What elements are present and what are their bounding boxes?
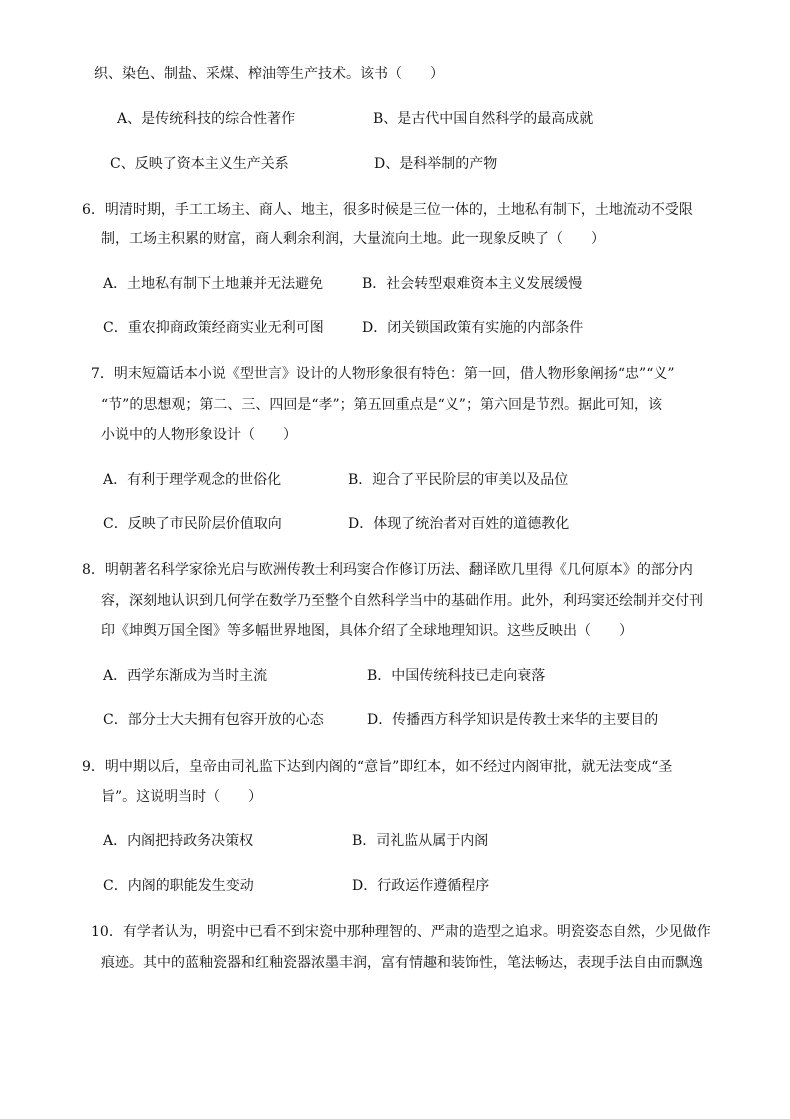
q6-option-c: C．重农抑商政策经商实业无利可图 <box>103 320 324 336</box>
q6-option-d: D．闭关锁国政策有实施的内部条件 <box>362 320 584 336</box>
q8-option-b: B．中国传统科技已走向衰落 <box>367 668 546 684</box>
q9-option-d: D．行政运作遵循程序 <box>352 878 490 894</box>
q5-option-b: B、是古代中国自然科学的最高成就 <box>373 111 594 127</box>
q10-stem-line-1: 10．有学者认为，明瓷中已看不到宋瓷中那种理智的、严肃的造型之追求。明瓷姿态自然，少见做作 <box>91 924 711 940</box>
q7-option-c: C．反映了市民阶层价值取向 <box>103 516 282 532</box>
q5-stem-continuation: 织、染色、制盐、采煤、榨油等生产技术。该书（ ） <box>94 66 444 82</box>
q9-stem-line-2: 旨”。这说明当时（ ） <box>101 789 263 805</box>
q8-stem-line-1: 8．明朝著名科学家徐光启与欧洲传教士利玛窦合作修订历法、翻译欧几里得《几何原本》的部分内 <box>82 562 693 578</box>
q5-option-d: D、是科举制的产物 <box>374 156 498 172</box>
q7-stem-line-2: “节”的思想观；第二、三、四回是“孝”；第五回重点是“义”；第六回是节烈。据此可知，该 <box>101 397 662 413</box>
q8-option-d: D．传播西方科学知识是传教士来华的主要目的 <box>367 712 659 728</box>
q5-option-a: A、是传统科技的综合性著作 <box>117 111 296 127</box>
q7-option-a: A．有利于理学观念的世俗化 <box>103 472 282 488</box>
q5-option-c: C、反映了资本主义生产关系 <box>110 156 289 172</box>
q8-option-a: A．西学东渐成为当时主流 <box>103 668 268 684</box>
q6-option-a: A．土地私有制下土地兼并无法避免 <box>103 276 324 292</box>
q7-stem-line-3: 小说中的人物形象设计（ ） <box>101 427 297 443</box>
q8-option-c: C．部分士大夫拥有包容开放的心态 <box>103 712 324 728</box>
q9-option-c: C．内阁的职能发生变动 <box>103 878 254 894</box>
q6-stem-line-1: 6．明清时期，手工工场主、商人、地主，很多时候是三位一体的，土地私有制下，土地流动不受限 <box>82 202 693 218</box>
q8-stem-line-2: 容，深刻地认识到几何学在数学乃至整个自然科学当中的基础作用。此外，利玛窦还绘制并交付刊 <box>101 593 703 609</box>
q7-option-d: D．体现了统治者对百姓的道德教化 <box>348 516 570 532</box>
q9-option-a: A．内阁把持政务决策权 <box>103 833 254 849</box>
q7-stem-line-1: 7．明末短篇话本小说《型世言》设计的人物形象很有特色：第一回，借人物形象阐扬“忠”“义” <box>91 366 675 382</box>
q9-option-b: B．司礼监从属于内阁 <box>352 833 489 849</box>
q6-option-b: B．社会转型艰难资本主义发展缓慢 <box>362 276 583 292</box>
q9-stem-line-1: 9．明中期以后，皇帝由司礼监下达到内阁的“意旨”即红本，如不经过内阁审批，就无法变成“圣 <box>82 759 673 775</box>
q10-stem-line-2: 痕迹。其中的蓝釉瓷器和红釉瓷器浓墨丰润，富有情趣和装饰性，笔法畅达，表现手法自由而飘逸 <box>101 955 703 971</box>
q6-stem-line-2: 制，工场主积累的财富，商人剩余利润，大量流向土地。此一现象反映了（ ） <box>101 231 605 247</box>
q7-option-b: B．迎合了平民阶层的审美以及品位 <box>348 472 569 488</box>
q8-stem-line-3: 印《坤舆万国全图》等多幅世界地图，具体介绍了全球地理知识。这些反映出（ ） <box>101 623 633 639</box>
